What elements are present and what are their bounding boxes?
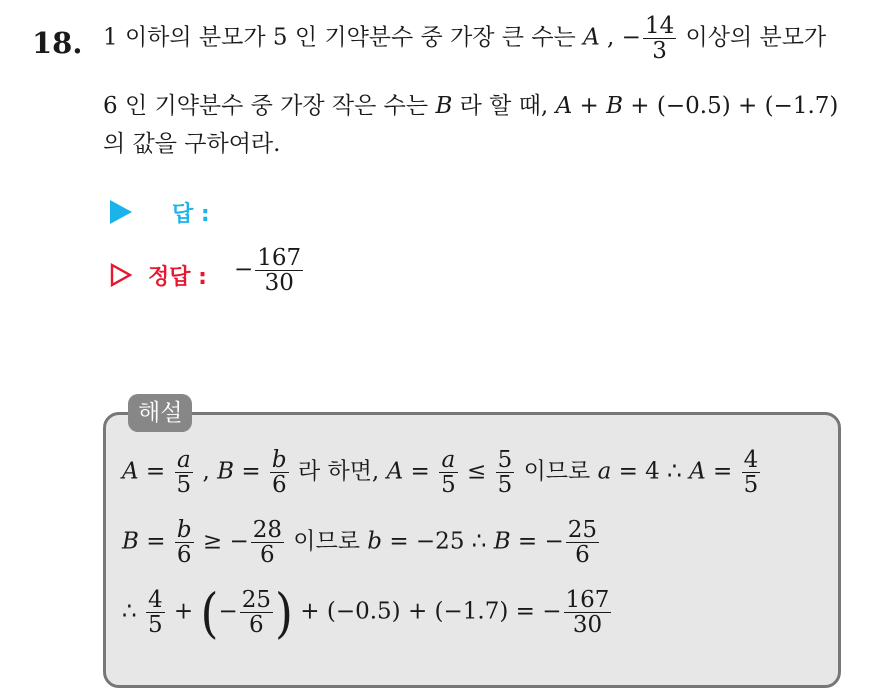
fraction: [643, 14, 676, 63]
fraction: [564, 588, 612, 637]
var-b: B: [435, 93, 453, 119]
fraction: [439, 448, 458, 497]
solution-row-3: [122, 581, 613, 644]
question-number: 18.: [32, 26, 83, 60]
math-token: 이므로: [286, 528, 368, 555]
math-token: + (−0.5) + (−1.7) = −: [292, 598, 562, 625]
math-token: ≤: [459, 458, 494, 485]
question-line-2: [103, 87, 838, 120]
question-line-3: 의 값을 구하여라.: [103, 131, 281, 157]
correct-arrow-icon: [110, 263, 132, 287]
math-token: =: [138, 458, 173, 485]
solution-row-1: [122, 448, 762, 497]
denominator: 30: [264, 270, 294, 297]
math-token: 6: [260, 542, 275, 569]
math-token: = −25 ∴: [382, 528, 494, 555]
math-token: 5: [441, 472, 456, 499]
math-token: 이므로: [516, 458, 598, 485]
fraction: [255, 246, 303, 295]
math-token: b: [271, 447, 287, 473]
math-token: 4: [743, 447, 759, 473]
math-token: 4: [147, 587, 163, 613]
math-token: A: [122, 458, 139, 485]
answer-label: [172, 197, 210, 228]
solution-tag: 해설: [128, 394, 192, 432]
question-text: , −: [599, 24, 641, 51]
fraction: [270, 448, 289, 497]
math-token: =: [705, 458, 740, 485]
math-token: A: [386, 458, 404, 485]
minus-sign: −: [234, 256, 254, 283]
math-token: B: [217, 458, 235, 485]
math-token: −: [218, 598, 238, 625]
math-token: = 4 ∴: [611, 458, 690, 485]
denominator: 3: [652, 38, 667, 65]
solution-row-2: [122, 518, 601, 567]
math-token: 6: [271, 472, 287, 499]
fraction: [175, 518, 194, 567]
math-token: +: [166, 598, 201, 625]
math-token: 5: [497, 447, 513, 473]
math-token: ,: [195, 458, 218, 485]
math-token: 28: [252, 517, 282, 543]
math-token: =: [234, 458, 268, 485]
math-token: A: [689, 458, 706, 485]
question-text: 6 인 기약분수 중 가장 작은 수는: [103, 93, 436, 119]
math-token: 30: [572, 612, 603, 639]
math-token: a: [439, 448, 458, 473]
fraction: [251, 518, 284, 567]
var-a: A: [583, 24, 600, 51]
question-text: 1 이하의 분모가 5 인 기약분수 중 가장 큰 수는: [103, 24, 584, 51]
math-token: 라 하면,: [290, 458, 387, 485]
question-text: 라 할 때,: [452, 93, 556, 119]
fraction: [175, 448, 194, 497]
math-token: 5: [147, 612, 163, 639]
var-a: A: [555, 93, 573, 119]
correct-answer-value: [234, 246, 305, 295]
operator: +: [572, 93, 607, 119]
math-token: a: [175, 448, 194, 473]
left-paren: (: [200, 581, 219, 644]
fraction: [496, 448, 515, 497]
math-token: = −: [510, 528, 564, 555]
math-token: b: [176, 517, 192, 543]
question-line-1: [103, 14, 826, 63]
math-token: 답 :: [172, 202, 210, 227]
math-token: 25: [567, 517, 598, 543]
math-token: 6: [176, 542, 192, 569]
math-token: 25: [241, 587, 272, 613]
numerator: 14: [644, 13, 675, 39]
math-token: B: [493, 528, 511, 555]
math-token: 6: [575, 542, 590, 569]
fraction: [146, 588, 165, 637]
var-b: B: [606, 93, 623, 119]
fraction: [240, 588, 273, 637]
fraction: [742, 448, 761, 497]
question-text: 이상의 분모가: [678, 24, 827, 51]
math-token: =: [138, 528, 173, 555]
question-text: + (−0.5) + (−1.7): [623, 93, 839, 119]
math-token: 5: [743, 472, 759, 499]
fraction: [566, 518, 599, 567]
math-token: 5: [497, 472, 513, 499]
right-paren: ): [275, 581, 293, 644]
answer-arrow-icon: [110, 200, 132, 224]
math-token: 167: [565, 587, 610, 613]
math-token: 6: [249, 612, 264, 639]
correct-answer-label: 정답 :: [148, 265, 207, 290]
math-token: ≥ −: [195, 528, 249, 555]
math-token: =: [403, 458, 438, 485]
math-token: ∴: [122, 598, 144, 625]
math-token: b: [367, 528, 383, 555]
math-token: B: [122, 528, 139, 555]
numerator: 167: [257, 245, 302, 271]
math-token: 5: [176, 472, 192, 499]
math-token: a: [597, 458, 612, 485]
